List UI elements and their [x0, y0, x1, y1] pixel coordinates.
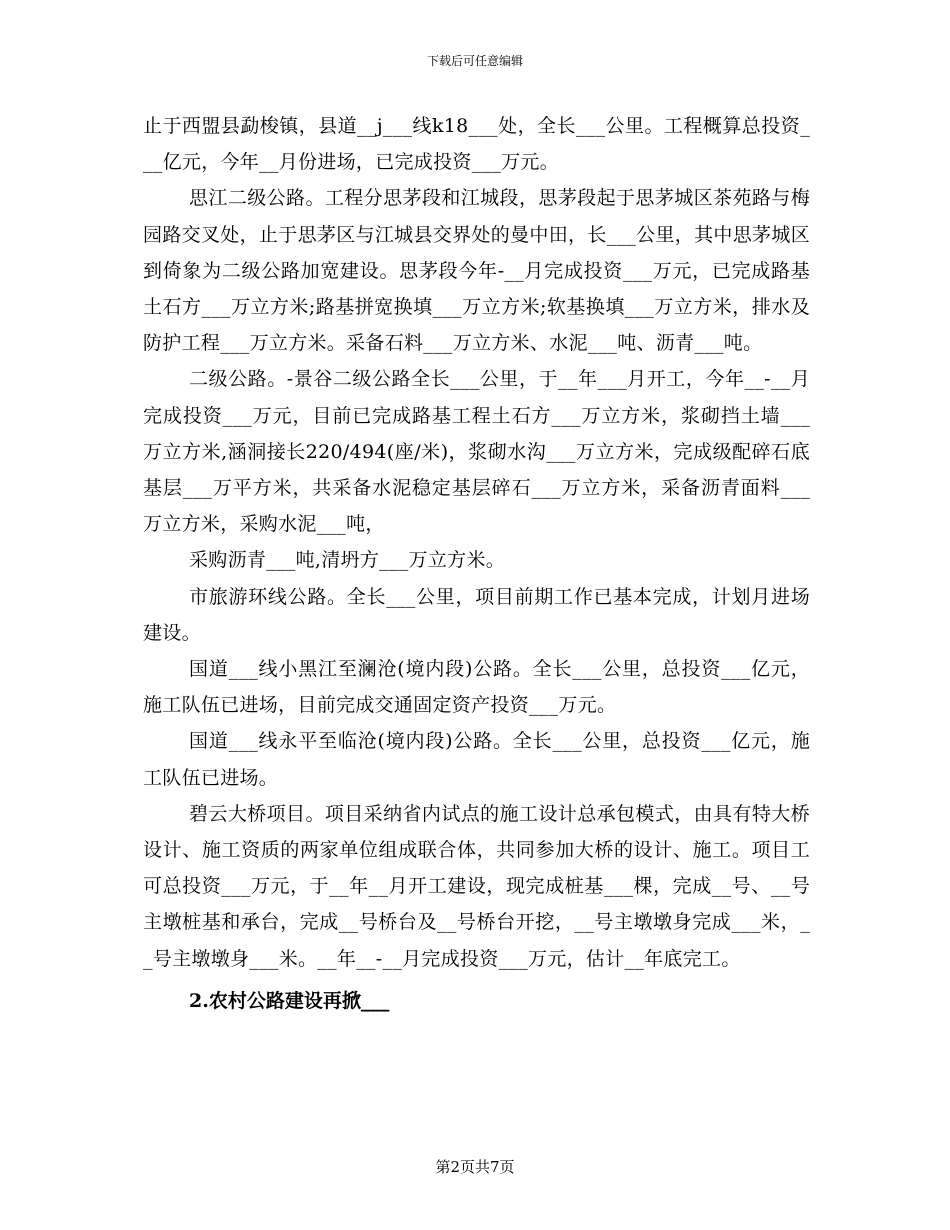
paragraph-8: 碧云大桥项目。项目采纳省内试点的施工设计总承包模式，由具有特大桥设计、施工资质的两家单位组成联合体，共同参加大桥的设计、施工。项目工可总投资___万元，于__年__月开工建设，现完成桩基___棵，完成__号、__号主墩桩基和承台，完成__号桥台及__号桥台开挖，__号主墩墩身完成___米，__号主墩墩身___米。__年__-__月完成投资___万元，估计__年底完工。 — [143, 802, 810, 970]
paragraph-6: 国道___线小黑江至澜沧(境内段)公路。全长___公里，总投资___亿元，施工队伍已进场，目前完成交通固定资产投资___万元。 — [143, 658, 810, 717]
paragraph-2: 思江二级公路。工程分思茅段和江城段，思茅段起于思茅城区茶苑路与梅园路交叉处，止于思茅区与江城县交界处的曼中田，长___公里，其中思茅城区到倚象为二级公路加宽建设。思茅段今年-__月完成投资___万元，已完成路基土石方___万立方米;路基拼宽换填___万立方米;软基换填___万立方米，排水及防护工程___万立方米。采备石料___万立方米、水泥___吨、沥青___吨。 — [143, 187, 810, 355]
page-number: 第2页共7页 — [435, 1158, 515, 1176]
paragraph-5: 市旅游环线公路。全长___公里，项目前期工作已基本完成，计划月进场建设。 — [143, 585, 810, 644]
section-heading: 2.农村公路建设再掀___ — [189, 989, 390, 1012]
page-header: 下载后可任意编辑 — [426, 54, 523, 68]
paragraph-3: 二级公路。-景谷二级公路全长___公里，于__年___月开工，今年__-__月完成投资___万元，目前已完成路基工程土石方___万立方米，浆砌挡土墙___万立方米,涵洞接长220/494(座/米)，浆砌水沟___万立方米，完成级配碎石底基层___万平方米，共采备水泥稳定基层碎石___万立方米，采备沥青面料___万立方米，采购水泥___吨， — [143, 368, 810, 536]
paragraph-4: 采购沥青___吨,清坍方___万立方米。 — [189, 549, 506, 572]
document-body — [143, 108, 810, 1019]
paragraph-7: 国道___线永平至临沧(境内段)公路。全长___公里，总投资___亿元，施工队伍已进场。 — [143, 730, 810, 789]
paragraph-1: 止于西盟县勐梭镇，县道__j___线k18___处，全长___公里。工程概算总投资___亿元，今年__月份进场，已完成投资___万元。 — [143, 115, 810, 174]
